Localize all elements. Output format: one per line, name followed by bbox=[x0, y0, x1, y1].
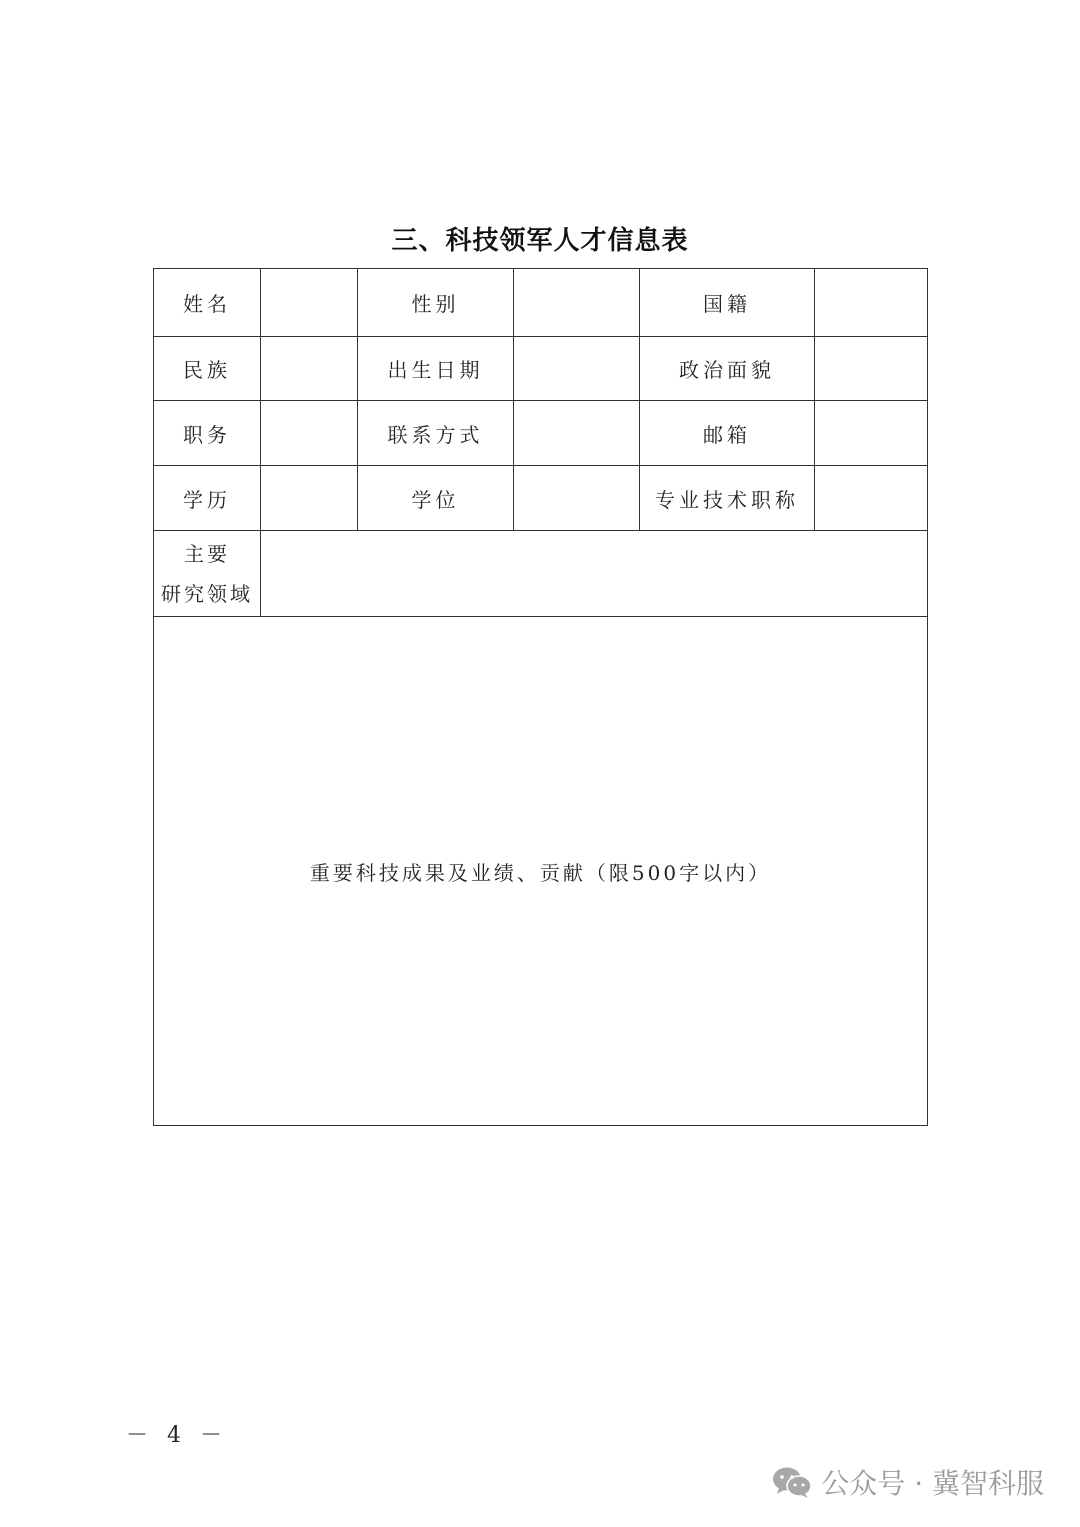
wechat-icon bbox=[771, 1465, 813, 1499]
label-professional-title: 专业技术职称 bbox=[640, 466, 815, 531]
label-degree: 学位 bbox=[358, 466, 514, 531]
table-row bbox=[154, 531, 928, 617]
label-contact: 联系方式 bbox=[358, 401, 514, 466]
info-table bbox=[153, 268, 928, 1126]
value-research-field[interactable] bbox=[261, 531, 928, 617]
label-gender: 性别 bbox=[358, 269, 514, 337]
label-research-field-line2: 研究领域 bbox=[161, 581, 253, 606]
table-row bbox=[154, 337, 928, 401]
value-email[interactable] bbox=[815, 401, 928, 466]
page-title: 三、科技领军人才信息表 bbox=[391, 226, 689, 256]
label-name: 姓名 bbox=[154, 269, 261, 337]
table-row bbox=[154, 466, 928, 531]
value-political-status[interactable] bbox=[815, 337, 928, 401]
value-degree[interactable] bbox=[514, 466, 640, 531]
label-research-field bbox=[154, 531, 261, 617]
label-research-field-line1: 主要 bbox=[184, 541, 230, 566]
watermark-text: 公众号 · 冀智科服 bbox=[821, 1467, 1044, 1500]
page-number: － 4 － bbox=[126, 1423, 228, 1448]
value-nationality[interactable] bbox=[815, 269, 928, 337]
value-education[interactable] bbox=[261, 466, 358, 531]
label-nationality: 国籍 bbox=[640, 269, 815, 337]
watermark bbox=[771, 1462, 1044, 1502]
label-birth-date: 出生日期 bbox=[358, 337, 514, 401]
label-political-status: 政治面貌 bbox=[640, 337, 815, 401]
label-position: 职务 bbox=[154, 401, 261, 466]
table-row bbox=[154, 401, 928, 466]
value-ethnicity[interactable] bbox=[261, 337, 358, 401]
value-position[interactable] bbox=[261, 401, 358, 466]
label-ethnicity: 民族 bbox=[154, 337, 261, 401]
table-row bbox=[154, 269, 928, 337]
label-email: 邮箱 bbox=[640, 401, 815, 466]
achievements-field[interactable]: 重要科技成果及业绩、贡献（限500字以内） bbox=[154, 617, 928, 1126]
table-row bbox=[154, 617, 928, 1126]
label-education: 学历 bbox=[154, 466, 261, 531]
value-name[interactable] bbox=[261, 269, 358, 337]
value-birth-date[interactable] bbox=[514, 337, 640, 401]
value-professional-title[interactable] bbox=[815, 466, 928, 531]
value-contact[interactable] bbox=[514, 401, 640, 466]
value-gender[interactable] bbox=[514, 269, 640, 337]
